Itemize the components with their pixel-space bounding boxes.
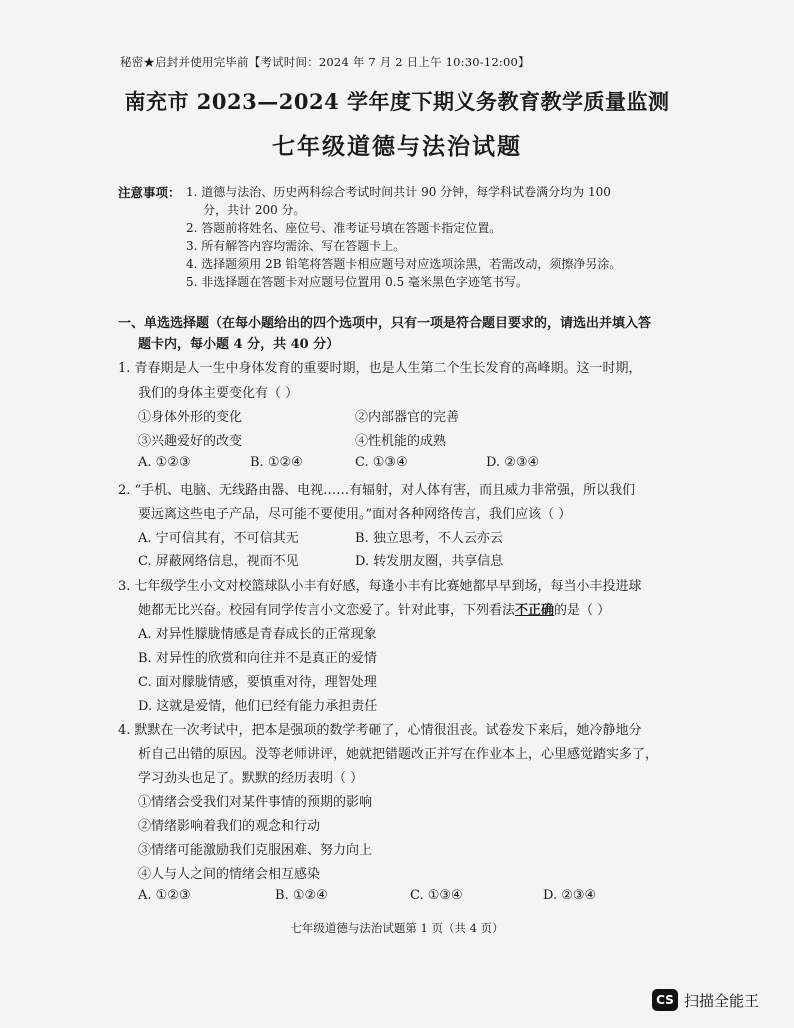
question-3-option-c: C. 面对朦胧情感，要慎重对待，理智处理 — [138, 675, 377, 690]
question-4-stem-cont: 学习劲头也足了。默默的经历表明（ ） — [138, 771, 364, 786]
notice-item: 分，共计 200 分。 — [203, 203, 306, 217]
confidential-note: 秘密★启封并使用完毕前【考试时间：2024 年 7 月 2 日上午 10:30-12:00】 — [120, 55, 530, 69]
question-4-statement: ②情绪影响着我们的观念和行动 — [138, 819, 321, 834]
question-3-stem-cont — [138, 599, 610, 618]
question-1-stem: 1. 青春期是人一生中身体发育的重要时期，也是人生第二个生长发育的高峰期。这一时期， — [118, 361, 642, 376]
question-1-option-b: B. ①②④ — [250, 455, 303, 470]
question-4-option-b: B. ①②④ — [275, 888, 328, 903]
notice-item: 4. 选择题须用 2B 铅笔将答题卡相应题号对应选项涂黑，若需改动，须擦净另涂。 — [186, 257, 622, 271]
question-2-option-c: C. 屏蔽网络信息，视而不见 — [138, 554, 299, 569]
question-4-option-a: A. ①②③ — [138, 888, 191, 903]
question-2-option-b: B. 独立思考，不人云亦云 — [355, 531, 503, 546]
section-heading: 一、单选选择题（在每小题给出的四个选项中，只有一项是符合题目要求的，请选出并填入答 — [118, 316, 652, 331]
question-1-option-d: D. ②③④ — [486, 455, 540, 470]
question-1-option-a: A. ①②③ — [138, 455, 191, 470]
question-3-stem-tail: 的是（ ） — [554, 603, 611, 618]
question-1-statement: ②内部器官的完善 — [355, 410, 460, 425]
notice-item: 5. 非选择题在答题卡对应题号位置用 0.5 毫米黑色字迹笔书写。 — [186, 275, 528, 289]
question-3-option-d: D. 这就是爱情，他们已经有能力承担责任 — [138, 699, 378, 714]
section-heading-cont: 题卡内，每小题 4 分，共 40 分） — [138, 337, 340, 352]
camscanner-logo-icon: CS — [652, 989, 678, 1011]
exam-subtitle: 七年级道德与法治试题 — [272, 133, 522, 160]
question-4-statement: ④人与人之间的情绪会相互感染 — [138, 867, 321, 882]
notice-item: 1. 道德与法治、历史两科综合考试时间共计 90 分钟，每学科试卷满分均为 100 — [186, 185, 611, 199]
question-4-statement: ③情绪可能激励我们克服困难、努力向上 — [138, 843, 373, 858]
notice-item: 3. 所有解答内容均需涂、写在答题卡上。 — [186, 239, 406, 253]
question-4-stem: 4. 默默在一次考试中，把本是强项的数学考砸了，心情很沮丧。试卷发下来后，她冷静地分 — [118, 723, 642, 738]
notice-item: 2. 答题前将姓名、座位号、准考证号填在答题卡指定位置。 — [186, 221, 502, 235]
question-1-option-c: C. ①③④ — [355, 455, 408, 470]
scanner-watermark — [652, 989, 759, 1011]
question-1-statement: ③兴趣爱好的改变 — [138, 434, 243, 449]
question-3-emphasis: 不正确 — [515, 603, 555, 618]
question-4-stem-cont: 析自己出错的原因。没等老师讲评，她就把错题改正并写在作业本上，心里感觉踏实多了， — [138, 747, 659, 762]
question-3-option-a: A. 对异性朦胧情感是青春成长的正常现象 — [138, 627, 377, 642]
scanner-app-name: 扫描全能王 — [684, 991, 760, 1010]
question-4-option-c: C. ①③④ — [410, 888, 463, 903]
question-4-statement: ①情绪会受我们对某件事情的预期的影响 — [138, 795, 373, 810]
question-3-option-b: B. 对异性的欣赏和向往并不是真正的爱情 — [138, 651, 377, 666]
question-4-option-d: D. ②③④ — [543, 888, 597, 903]
question-3-stem: 3. 七年级学生小文对校篮球队小丰有好感，每逢小丰有比赛她都早早到场，每当小丰投进球 — [118, 579, 642, 594]
question-1-stem-cont: 我们的身体主要变化有（ ） — [138, 386, 299, 401]
notice-label: 注意事项： — [118, 185, 181, 200]
question-3-stem-text: 她都无比兴奋。校园有同学传言小文恋爱了。针对此事，下列看法 — [138, 603, 516, 618]
question-2-option-a: A. 宁可信其有，不可信其无 — [138, 531, 299, 546]
question-2-stem: 2. “手机、电脑、无线路由器、电视……有辐射，对人体有害，而且威力非常强，所以我们 — [118, 483, 636, 498]
question-2-option-d: D. 转发朋友圈，共享信息 — [355, 554, 504, 569]
exam-title: 南充市 2023—2024 学年度下期义务教育教学质量监测 — [124, 89, 670, 114]
page-footer: 七年级道德与法治试题第 1 页（共 4 页） — [290, 921, 504, 935]
question-2-stem-cont: 要远离这些电子产品，尽可能不要使用。”面对各种网络传言，我们应该（ ） — [138, 507, 572, 522]
question-1-statement: ④性机能的成熟 — [355, 434, 447, 449]
question-1-statement: ①身体外形的变化 — [138, 410, 243, 425]
